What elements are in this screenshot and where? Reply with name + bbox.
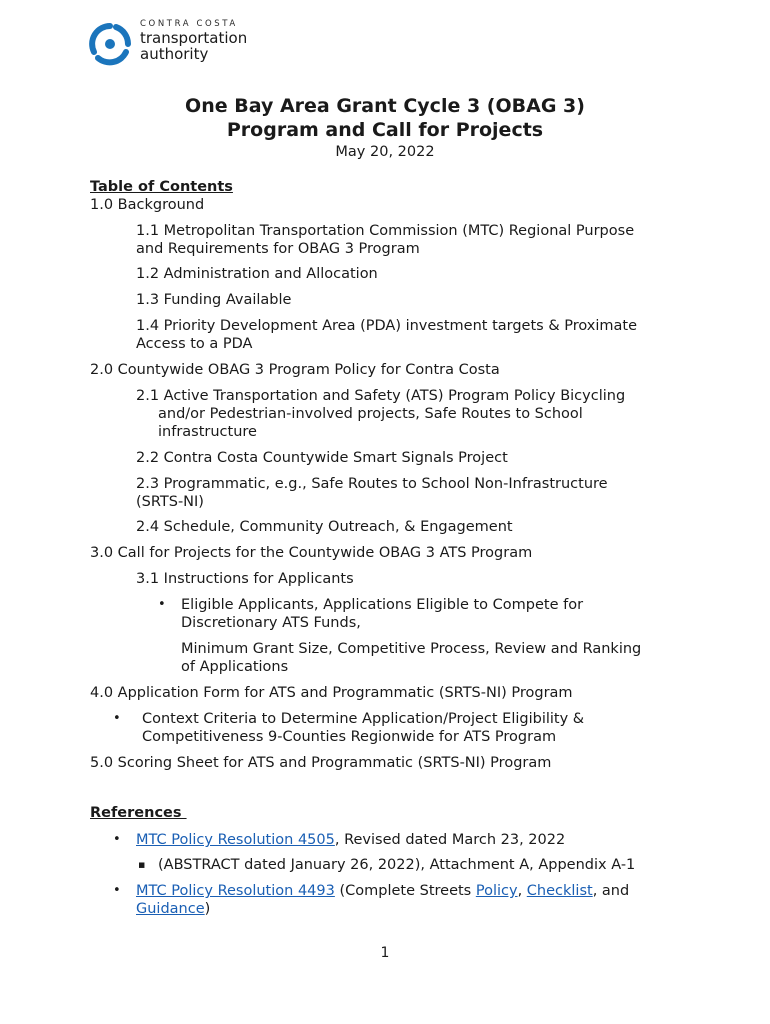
toc-2-1-line-3: infrastructure — [158, 424, 257, 440]
toc-1-3: 1.3 Funding Available — [136, 292, 292, 308]
logo-wordmark — [140, 18, 247, 62]
bullet-dot-icon: • — [158, 597, 166, 612]
page-number: 1 — [380, 945, 390, 961]
toc-2-3-line-1: 2.3 Programmatic, e.g., Safe Routes to School Non-Infrastructure — [136, 476, 608, 492]
toc-1-1-line-2: and Requirements for OBAG 3 Program — [136, 241, 420, 257]
toc-2-4: 2.4 Schedule, Community Outreach, & Engagement — [136, 519, 513, 535]
mtc-resolution-4505-link[interactable]: MTC Policy Resolution 4505 — [136, 832, 335, 848]
logo-transportation: transportation — [140, 29, 248, 47]
logo-contra-costa: CONTRA COSTA — [140, 19, 238, 29]
reference-1 — [136, 831, 565, 849]
reference-2-text: (Complete Streets — [334, 883, 476, 899]
toc-4-bullet-line-1: Context Criteria to Determine Application/Project Eligibility & — [142, 711, 585, 727]
logo-authority: authority — [140, 45, 209, 63]
complete-streets-policy-link[interactable]: Policy — [475, 883, 518, 899]
bullet-dot-icon: • — [113, 832, 121, 847]
toc-2-3-line-2: (SRTS-NI) — [136, 494, 204, 510]
toc-section-4: 4.0 Application Form for ATS and Programmatic (SRTS-NI) Program — [90, 685, 573, 701]
bullet-dot-icon: • — [113, 711, 121, 726]
toc-heading: Table of Contents — [90, 179, 233, 195]
references-heading: References — [90, 805, 187, 821]
reference-2-line-2 — [136, 900, 210, 918]
toc-section-1: 1.0 Background — [90, 197, 205, 213]
ccta-logo-mark-icon — [88, 22, 132, 66]
toc-4-bullet-line-2: Competitiveness 9-Counties Regionwide for ATS Program — [142, 729, 557, 745]
toc-1-1-line-1: 1.1 Metropolitan Transportation Commission (MTC) Regional Purpose — [136, 223, 635, 239]
toc-section-2: 2.0 Countywide OBAG 3 Program Policy for Contra Costa — [90, 362, 500, 378]
reference-2-and: , and — [592, 883, 630, 899]
reference-1-text: , Revised dated March 23, 2022 — [334, 832, 566, 848]
toc-2-1-line-2: and/or Pedestrian-involved projects, Safe Routes to School — [158, 406, 583, 422]
toc-section-3: 3.0 Call for Projects for the Countywide OBAG 3 ATS Program — [90, 545, 533, 561]
reference-2-line-1 — [136, 882, 629, 900]
toc-3-1: 3.1 Instructions for Applicants — [136, 571, 354, 587]
bullet-square-icon: ▪ — [138, 858, 146, 871]
checklist-link[interactable]: Checklist — [526, 883, 593, 899]
reference-2-comma: , — [517, 883, 527, 899]
document-title-line-2: Program and Call for Projects — [226, 119, 544, 141]
bullet-dot-icon: • — [113, 883, 121, 898]
reference-2-close: ) — [204, 901, 211, 917]
toc-1-2: 1.2 Administration and Allocation — [136, 266, 378, 282]
toc-1-4-line-2: Access to a PDA — [136, 336, 253, 352]
toc-2-1-line-1: 2.1 Active Transportation and Safety (ATS) Program Policy Bicycling — [136, 388, 626, 404]
document-title-line-1: One Bay Area Grant Cycle 3 (OBAG 3) — [185, 95, 585, 117]
toc-section-5: 5.0 Scoring Sheet for ATS and Programmatic (SRTS-NI) Program — [90, 755, 552, 771]
toc-3-1-bullet-1-line-1: Eligible Applicants, Applications Eligible to Compete for — [181, 597, 584, 613]
toc-1-4-line-1: 1.4 Priority Development Area (PDA) investment targets & Proximate — [136, 318, 638, 334]
toc-2-2: 2.2 Contra Costa Countywide Smart Signals Project — [136, 450, 508, 466]
toc-3-1-bullet-2-line-2: of Applications — [181, 659, 289, 675]
guidance-link[interactable]: Guidance — [136, 901, 205, 917]
reference-1-subitem: (ABSTRACT dated January 26, 2022), Attachment A, Appendix A-1 — [158, 857, 636, 873]
toc-3-1-bullet-2-line-1: Minimum Grant Size, Competitive Process, Review and Ranking — [181, 641, 642, 657]
mtc-resolution-4493-link[interactable]: MTC Policy Resolution 4493 — [136, 883, 335, 899]
document-date: May 20, 2022 — [335, 144, 435, 160]
toc-3-1-bullet-1-line-2: Discretionary ATS Funds, — [181, 615, 361, 631]
